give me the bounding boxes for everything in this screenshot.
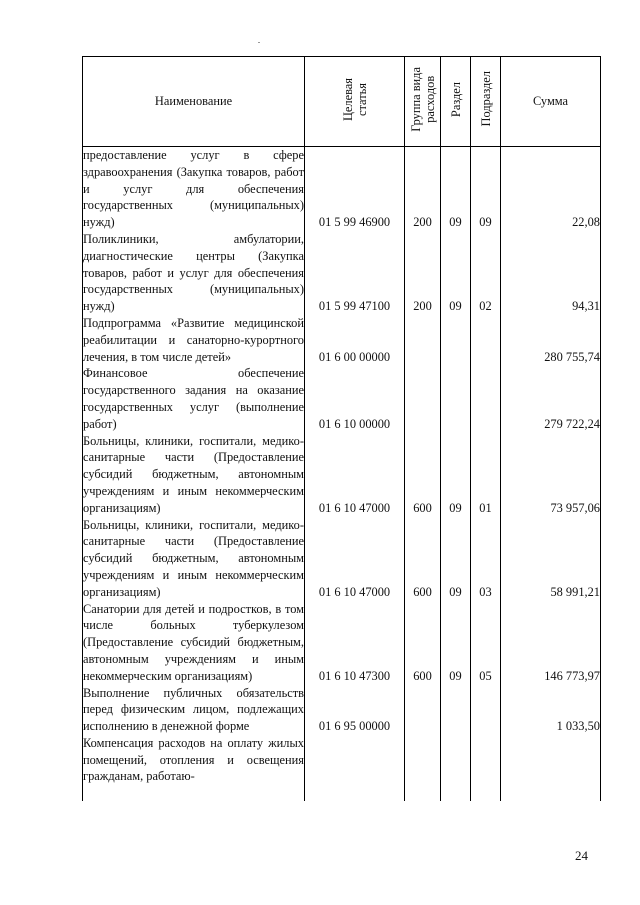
row-target: 01 5 99 46900: [305, 147, 405, 231]
row-sum: [501, 735, 601, 801]
row-group: 600: [405, 601, 441, 685]
budget-table: [82, 56, 601, 801]
row-group: [405, 685, 441, 735]
row-name: предоставление услуг в сфере здравоохранения (Закупка товаров, работ и услуг для обеспечения государственных (муниципальных) нужд): [83, 148, 304, 230]
row-target: 01 6 10 00000: [305, 365, 405, 432]
row-section: 09: [441, 517, 471, 601]
row-name: Санатории для детей и подростков, в том числе больных туберкулезом (Предоставление субсидий бюджетным, автономным учреждениям и иным некоммерческим организациям): [83, 601, 304, 683]
header-sum: Сумма: [501, 57, 601, 147]
row-subsection: 09: [471, 147, 501, 231]
row-section: 09: [441, 601, 471, 685]
row-section: [441, 365, 471, 432]
row-target: 01 6 95 00000: [305, 685, 405, 735]
row-sum: 279 722,24: [501, 365, 601, 432]
table-row: [83, 315, 601, 365]
row-target: 01 5 99 47100: [305, 231, 405, 315]
header-name: Наименование: [83, 57, 305, 147]
row-sum: 94,31: [501, 231, 601, 315]
row-section: [441, 735, 471, 801]
row-section: 09: [441, 231, 471, 315]
row-group: [405, 365, 441, 432]
header-expense-group: Группа вида расходов: [405, 57, 441, 147]
row-subsection: 02: [471, 231, 501, 315]
row-section: [441, 685, 471, 735]
row-target: 01 6 10 47300: [305, 601, 405, 685]
table-row: [83, 147, 601, 231]
header-subsection: Подраздел: [471, 57, 501, 147]
table-header-row: [83, 57, 601, 147]
row-subsection: [471, 315, 501, 365]
row-group: [405, 315, 441, 365]
row-group: 600: [405, 517, 441, 601]
row-group: [405, 735, 441, 801]
row-target: 01 6 00 00000: [305, 315, 405, 365]
row-target: [305, 735, 405, 801]
header-section: Раздел: [441, 57, 471, 147]
page-number: 24: [575, 848, 588, 863]
row-name: Больницы, клиники, госпитали, медико-санитарные части (Предоставление субсидий бюджетным, автономным учреждениям и иным некоммерческим организациям): [83, 517, 304, 599]
row-sum: 58 991,21: [501, 517, 601, 601]
row-sum: 22,08: [501, 147, 601, 231]
row-group: 200: [405, 231, 441, 315]
row-name: Компенсация расходов на оплату жилых помещений, отопления и освещения гражданам, работаю-: [83, 735, 305, 801]
row-sum: 1 033,50: [501, 685, 601, 735]
table-row: [83, 365, 601, 432]
row-subsection: [471, 685, 501, 735]
row-section: [441, 315, 471, 365]
row-target: 01 6 10 47000: [305, 433, 405, 517]
row-name: Финансовое обеспечение государственного задания на оказание государственных услуг (выполнение работ): [83, 366, 304, 431]
row-sum: 280 755,74: [501, 315, 601, 365]
row-section: 09: [441, 147, 471, 231]
row-group: 600: [405, 433, 441, 517]
row-name: Выполнение публичных обязательств перед физическим лицом, подлежащих исполнению в денежной форме: [83, 685, 304, 734]
row-section: 09: [441, 433, 471, 517]
row-subsection: [471, 735, 501, 801]
table-row: [83, 685, 601, 735]
row-name: Подпрограмма «Развитие медицинской реабилитации и санаторно-курортного лечения, в том числе детей»: [83, 315, 304, 364]
row-subsection: 01: [471, 433, 501, 517]
row-name: Поликлиники, амбулатории, диагностические центры (Закупка товаров, работ и услуг для обеспечения государственных (муниципальных) нужд): [83, 231, 304, 314]
scan-speck: [258, 42, 260, 43]
table-row: [83, 433, 601, 517]
row-subsection: [471, 365, 501, 432]
row-subsection: 03: [471, 517, 501, 601]
row-name: Больницы, клиники, госпитали, медико-санитарные части (Предоставление субсидий бюджетным, автономным учреждениям и иным некоммерческим организациям): [83, 433, 304, 515]
row-target: 01 6 10 47000: [305, 517, 405, 601]
row-subsection: 05: [471, 601, 501, 685]
header-target-article: Целевая статья: [305, 57, 405, 147]
row-sum: 73 957,06: [501, 433, 601, 517]
table-row: [83, 735, 601, 801]
row-sum: 146 773,97: [501, 601, 601, 685]
table-row: [83, 231, 601, 315]
row-group: 200: [405, 147, 441, 231]
table-row: [83, 601, 601, 685]
table-row: [83, 517, 601, 601]
